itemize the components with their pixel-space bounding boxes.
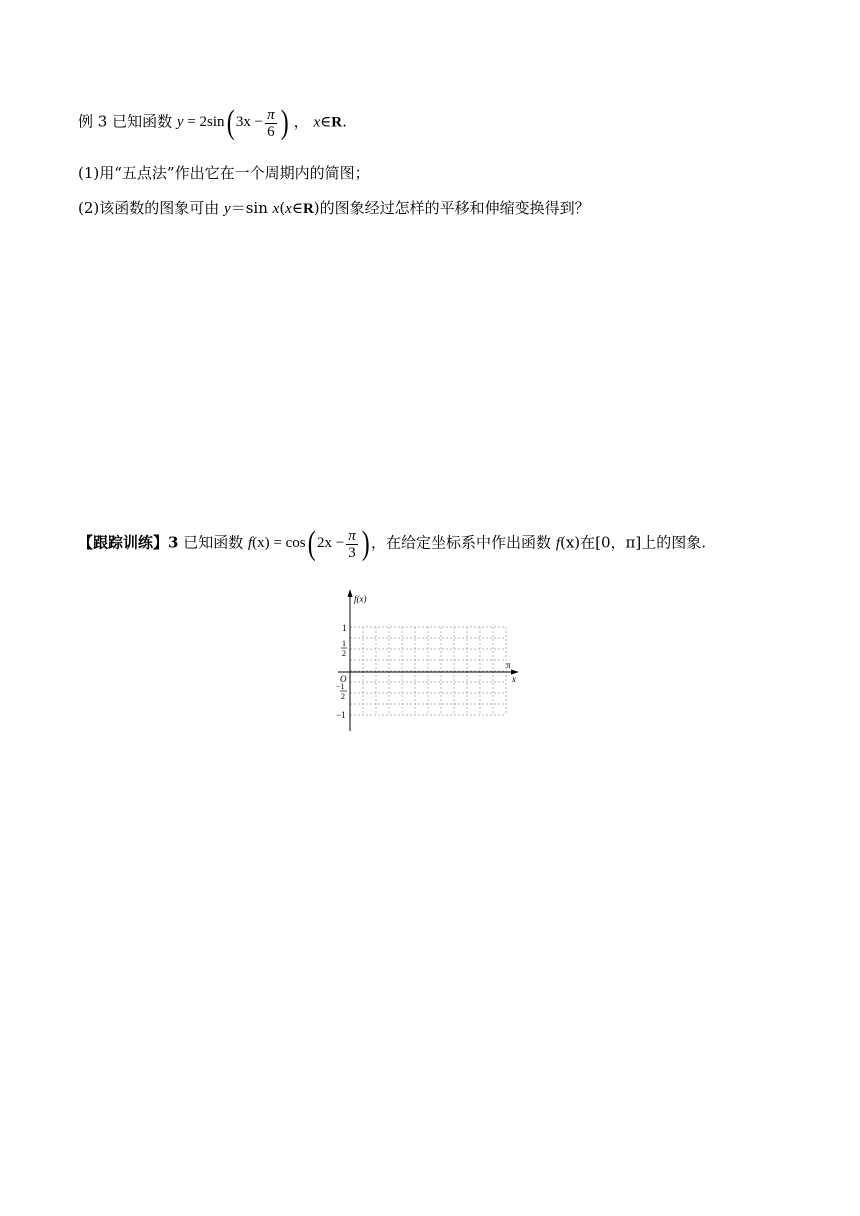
dashed-grid: [350, 627, 506, 715]
pi-over-3-fraction: $\frac{\pi}{3}$: [348, 527, 356, 561]
question-2: (2)该函数的图象可由 y＝sin x(x∈R)的图象经过怎样的平移和伸缩变换得到？: [78, 199, 590, 217]
x-axis-label: x: [512, 674, 516, 684]
y-axis-arrow-icon: [348, 589, 353, 597]
pi-tick-label: π: [506, 660, 511, 670]
svg-text:1: 1: [342, 639, 346, 648]
example-3-label: 例 3 已知函数: [78, 112, 173, 131]
question-1: (1)用“五点法”作出它在一个周期内的简图；: [78, 164, 370, 182]
coordinate-grid: [320, 588, 530, 738]
tracking-label: 【跟踪训练】3: [78, 533, 179, 552]
tracking-formula: f(x) = cos( 2x − $\frac{\pi}{3}$ ): [248, 525, 370, 562]
origin-label: O: [340, 674, 347, 684]
y-tick-half: [341, 639, 347, 658]
svg-text:2: 2: [342, 649, 346, 658]
example-3-formula: y = 2sin( 3x − $\frac{\pi}{6}$ ): [176, 104, 289, 141]
tracking-exercise-3: 【跟踪训练】3 已知函数 f(x) = cos( 2x − $\frac{\pi}{3}$ ) ，在给定坐标系中作出函数 f(x)在[0，π]上的图象.: [78, 525, 707, 562]
svg-text:−1: −1: [336, 682, 345, 691]
y-tick-1: 1: [342, 623, 347, 633]
pi-over-6-fraction: $\frac{\pi}{6}$: [267, 106, 275, 140]
svg-text:2: 2: [341, 692, 345, 701]
y-tick-neg-half: [336, 682, 347, 701]
example-3-statement: 例 3 已知函数 y = 2sin( 3x − $\frac{\pi}{6}$ ) ， x∈R.: [78, 104, 347, 141]
y-axis-label: f(x): [354, 594, 367, 604]
y-tick-neg-1: −1: [336, 710, 346, 720]
